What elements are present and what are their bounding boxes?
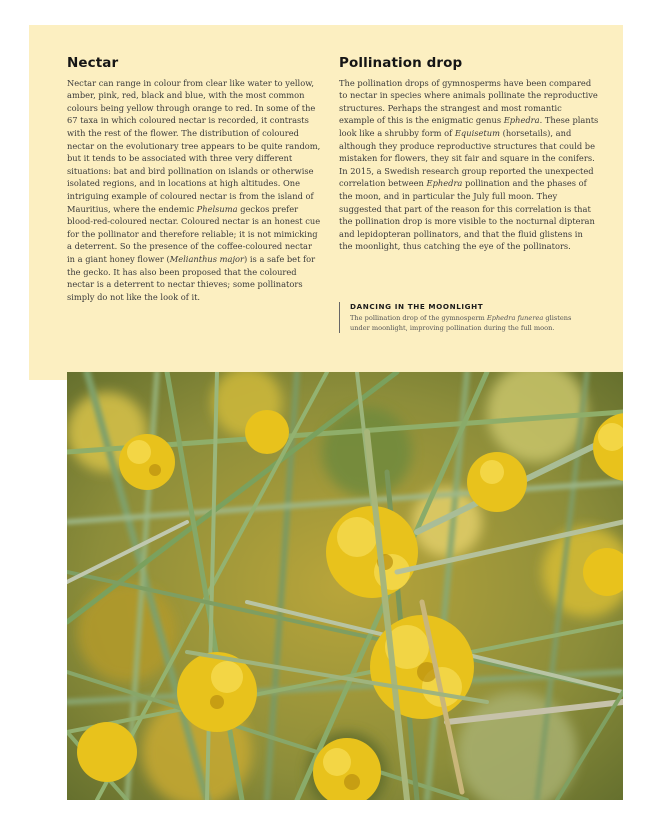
caption-text-1: The pollination drop of the gymnosperm — [350, 314, 487, 322]
photo-caption — [339, 302, 580, 333]
caption-text-2: glistens under moonlight, improving pollination during the full moon. — [350, 314, 572, 332]
pollination-heading: Pollination drop — [339, 55, 463, 71]
nectar-text-1: Nectar can range in colour from clear like water to yellow, amber, pink, red, black and blue, with the most common colours being yellow through orange to red. In some of the 67 taxa in which coloured nectar is recorded, it contrasts with the rest of the flower. The distribution of coloured nectar on the evolutionary tree appears to be quite random, but it tends to be associated with three very different situations: bat and bird pollination on islands or otherwise isolated regions, and in locations at high altitudes. One intriguing example of coloured nectar is from the island of Mauritius, where the endemic — [67, 77, 321, 214]
nectar-text-3: ) is a safe bet for the gecko. It has also been proposed that the coloured nectar is a deterrent to nectar thieves; some pollinators simply do not like the look of it. — [67, 253, 316, 302]
pollination-column — [339, 57, 599, 253]
pollination-italic-ephedra-1: Ephedra — [503, 115, 540, 126]
pollination-italic-equisetum: Equisetum — [454, 127, 500, 138]
pollination-text-3: (horsetails), and although they produce reproductive structures that could be mistaken for flowers, they sit fair and square in the conifers. In 2015, a Swedish research group reported the unexpected correlation between — [339, 127, 596, 189]
nectar-body — [67, 77, 322, 304]
nectar-italic-phelsuma: Phelsuma — [196, 203, 238, 214]
nectar-text-2: geckos prefer blood-red-coloured nectar. Coloured nectar is an honest cue for the pollinator and therefore reliable; it is not mimicking a deterrent. So the presence of the coffee-coloured nectar in a giant honey flower ( — [67, 203, 321, 264]
pollination-text-2: . These plants look like a shrubby form of — [339, 115, 599, 138]
text-panel — [29, 25, 623, 380]
pollination-italic-ephedra-2: Ephedra — [426, 178, 463, 189]
pollination-body — [339, 77, 599, 253]
ephedra-photo-illustration — [67, 372, 623, 800]
nectar-column — [67, 57, 322, 303]
pollination-text-1: The pollination drops of gymnosperms have been compared to nectar in species where animals pollinate the reproductive structures. Perhaps the strangest and most romantic example of this is the enigmatic genus — [339, 77, 598, 126]
nectar-heading: Nectar — [67, 55, 119, 71]
nectar-italic-melianthus: Melianthus major — [169, 253, 245, 264]
caption-title: DANCING IN THE MOONLIGHT — [350, 302, 484, 311]
caption-italic-species: Ephedra funerea — [486, 314, 544, 322]
caption-text — [350, 314, 580, 333]
ephedra-photo — [67, 372, 623, 800]
pollination-text-4: pollination and the phases of the moon, and in particular the July full moon. They suggested that part of the reason for this correlation is that the pollination drop is more visible to the nocturnal dipteran and lepidopteran pollinators, and that the fluid glistens in the moonlight, thus catching the eye of the pollinators. — [339, 178, 595, 252]
